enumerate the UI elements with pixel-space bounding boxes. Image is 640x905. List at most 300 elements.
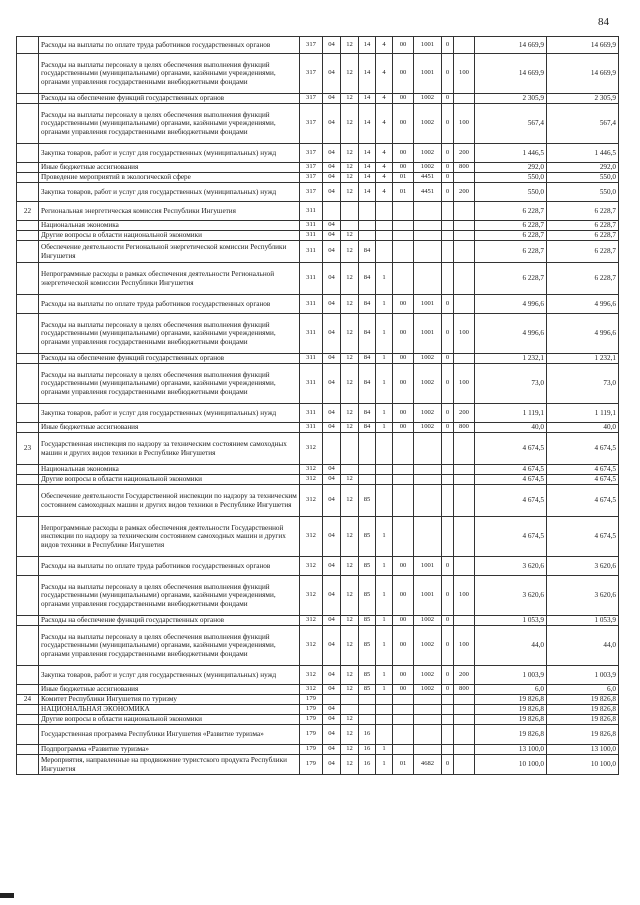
admin-code: 311: [300, 263, 323, 295]
subprogram-code: 1: [376, 685, 393, 695]
expense-type-code: [454, 725, 475, 745]
direction-code: [414, 433, 442, 465]
admin-code: 311: [300, 241, 323, 263]
program-code: 85: [359, 557, 376, 576]
amount-1: 4 674,5: [475, 485, 547, 517]
row-number: [17, 37, 39, 54]
row-number: [17, 465, 39, 475]
event-code: [393, 705, 414, 715]
extra-code: 0: [442, 354, 454, 364]
section-code: 04: [323, 173, 341, 183]
amount-2: 14 669,9: [547, 37, 619, 54]
expense-type-code: 800: [454, 685, 475, 695]
subprogram-code: [376, 695, 393, 705]
amount-1: 44,0: [475, 626, 547, 666]
amount-1: 6 228,7: [475, 263, 547, 295]
direction-code: 1002: [414, 163, 442, 173]
subprogram-code: 1: [376, 755, 393, 775]
direction-code: 1001: [414, 314, 442, 354]
table-row: [17, 725, 619, 745]
subprogram-code: 1: [376, 404, 393, 423]
event-code: 00: [393, 295, 414, 314]
direction-code: 1001: [414, 576, 442, 616]
row-number: [17, 576, 39, 616]
row-number: [17, 241, 39, 263]
row-name: Расходы на обеспечение функций государственных органов: [39, 354, 300, 364]
subsection-code: 12: [341, 144, 359, 163]
subprogram-code: 4: [376, 37, 393, 54]
extra-code: 0: [442, 423, 454, 433]
subsection-code: 12: [341, 295, 359, 314]
amount-2: 550,0: [547, 173, 619, 183]
extra-code: [442, 705, 454, 715]
admin-code: 317: [300, 37, 323, 54]
event-code: 00: [393, 364, 414, 404]
program-code: 84: [359, 354, 376, 364]
program-code: 16: [359, 755, 376, 775]
section-code: 04: [323, 715, 341, 725]
section-code: 04: [323, 37, 341, 54]
row-name: Расходы на выплаты персоналу в целях обеспечения выполнения функций государственными (муниципальными) органами, казёнными учреждениями, органами управления государственными внебюджетными фондами: [39, 314, 300, 354]
table-row: [17, 666, 619, 685]
table-row: [17, 433, 619, 465]
section-code: 04: [323, 144, 341, 163]
event-code: [393, 715, 414, 725]
section-code: 04: [323, 475, 341, 485]
amount-1: 6 228,7: [475, 221, 547, 231]
expense-type-code: [454, 755, 475, 775]
direction-code: [414, 517, 442, 557]
extra-code: [442, 517, 454, 557]
amount-1: 292,0: [475, 163, 547, 173]
subsection-code: 12: [341, 173, 359, 183]
direction-code: [414, 715, 442, 725]
row-name: Закупка товаров, работ и услуг для государственных (муниципальных) нужд: [39, 144, 300, 163]
expense-type-code: [454, 705, 475, 715]
amount-2: 3 620,6: [547, 576, 619, 616]
subprogram-code: [376, 475, 393, 485]
amount-1: 19 826,8: [475, 725, 547, 745]
table-row: [17, 263, 619, 295]
event-code: 01: [393, 183, 414, 202]
admin-code: 317: [300, 94, 323, 104]
amount-2: 2 305,9: [547, 94, 619, 104]
amount-2: 4 674,5: [547, 433, 619, 465]
row-name: Государственная программа Республики Ингушетия «Развитие туризма»: [39, 725, 300, 745]
expense-type-code: 800: [454, 423, 475, 433]
expense-type-code: 800: [454, 163, 475, 173]
direction-code: 1002: [414, 616, 442, 626]
direction-code: [414, 485, 442, 517]
section-code: 04: [323, 666, 341, 685]
admin-code: 311: [300, 231, 323, 241]
row-name: Иные бюджетные ассигнования: [39, 163, 300, 173]
section-code: 04: [323, 221, 341, 231]
event-code: 00: [393, 423, 414, 433]
expense-type-code: [454, 695, 475, 705]
extra-code: [442, 241, 454, 263]
subsection-code: 12: [341, 557, 359, 576]
program-code: 14: [359, 54, 376, 94]
subprogram-code: [376, 221, 393, 231]
admin-code: 317: [300, 173, 323, 183]
amount-2: 44,0: [547, 626, 619, 666]
table-row: [17, 163, 619, 173]
section-code: 04: [323, 423, 341, 433]
row-number: [17, 666, 39, 685]
program-code: 14: [359, 183, 376, 202]
event-code: [393, 475, 414, 485]
subsection-code: 12: [341, 231, 359, 241]
amount-1: 1 003,9: [475, 666, 547, 685]
expense-type-code: [454, 715, 475, 725]
admin-code: 179: [300, 705, 323, 715]
subprogram-code: 4: [376, 173, 393, 183]
direction-code: 1002: [414, 404, 442, 423]
subsection-code: 12: [341, 616, 359, 626]
table-row: [17, 576, 619, 616]
row-number: [17, 54, 39, 94]
direction-code: [414, 202, 442, 221]
table-row: [17, 685, 619, 695]
amount-2: 19 826,8: [547, 695, 619, 705]
admin-code: 179: [300, 715, 323, 725]
amount-1: 6 228,7: [475, 241, 547, 263]
amount-1: 14 669,9: [475, 37, 547, 54]
extra-code: 0: [442, 104, 454, 144]
amount-2: 6 228,7: [547, 221, 619, 231]
extra-code: [442, 715, 454, 725]
section-code: 04: [323, 354, 341, 364]
event-code: [393, 202, 414, 221]
subsection-code: 12: [341, 241, 359, 263]
program-code: 14: [359, 173, 376, 183]
amount-2: 4 996,6: [547, 314, 619, 354]
event-code: 00: [393, 54, 414, 94]
row-number: [17, 144, 39, 163]
subprogram-code: [376, 485, 393, 517]
row-name: Закупка товаров, работ и услуг для государственных (муниципальных) нужд: [39, 183, 300, 202]
direction-code: [414, 465, 442, 475]
event-code: 00: [393, 104, 414, 144]
direction-code: 1002: [414, 354, 442, 364]
amount-1: 1 053,9: [475, 616, 547, 626]
direction-code: 1002: [414, 94, 442, 104]
subsection-code: 12: [341, 183, 359, 202]
row-name: Расходы на выплаты персоналу в целях обеспечения выполнения функций государственными (муниципальными) органами, казёнными учреждениями, органами управления государственными внебюджетными фондами: [39, 104, 300, 144]
section-code: 04: [323, 725, 341, 745]
row-number: [17, 183, 39, 202]
table-row: [17, 626, 619, 666]
table-row: [17, 241, 619, 263]
event-code: 00: [393, 576, 414, 616]
amount-1: 4 674,5: [475, 517, 547, 557]
table-row: [17, 485, 619, 517]
amount-2: 6 228,7: [547, 202, 619, 221]
event-code: [393, 263, 414, 295]
amount-2: 6 228,7: [547, 231, 619, 241]
section-code: 04: [323, 745, 341, 755]
subprogram-code: 1: [376, 354, 393, 364]
event-code: [393, 221, 414, 231]
table-row: [17, 364, 619, 404]
amount-1: 1 232,1: [475, 354, 547, 364]
row-name: Обеспечение деятельности Региональной энергетической комиссии Республики Ингушетия: [39, 241, 300, 263]
row-number: [17, 94, 39, 104]
program-code: 85: [359, 616, 376, 626]
row-name: Расходы на обеспечение функций государственных органов: [39, 616, 300, 626]
section-code: 04: [323, 104, 341, 144]
subprogram-code: 1: [376, 745, 393, 755]
subprogram-code: 1: [376, 576, 393, 616]
amount-2: 567,4: [547, 104, 619, 144]
amount-1: 10 100,0: [475, 755, 547, 775]
expense-type-code: [454, 475, 475, 485]
admin-code: 317: [300, 54, 323, 94]
section-code: 04: [323, 465, 341, 475]
table-row: [17, 423, 619, 433]
direction-code: 1002: [414, 144, 442, 163]
table-row: [17, 314, 619, 354]
direction-code: 1001: [414, 37, 442, 54]
row-number: [17, 364, 39, 404]
event-code: 00: [393, 37, 414, 54]
subprogram-code: 1: [376, 314, 393, 354]
row-number: [17, 221, 39, 231]
row-number: [17, 314, 39, 354]
extra-code: 0: [442, 295, 454, 314]
amount-1: 4 674,5: [475, 475, 547, 485]
section-code: [323, 695, 341, 705]
extra-code: [442, 485, 454, 517]
row-name: Национальная экономика: [39, 221, 300, 231]
row-name: Мероприятия, направленные на продвижение туристского продукта Республики Ингушетия: [39, 755, 300, 775]
subsection-code: 12: [341, 666, 359, 685]
admin-code: 179: [300, 725, 323, 745]
subprogram-code: [376, 202, 393, 221]
row-name: Расходы на выплаты персоналу в целях обеспечения выполнения функций государственными (муниципальными) органами, казёнными учреждениями, органами управления государственными внебюджетными фондами: [39, 54, 300, 94]
amount-2: 73,0: [547, 364, 619, 404]
amount-2: 550,0: [547, 183, 619, 202]
amount-2: 6,0: [547, 685, 619, 695]
expense-type-code: [454, 745, 475, 755]
event-code: 00: [393, 557, 414, 576]
amount-1: 6,0: [475, 685, 547, 695]
admin-code: 317: [300, 163, 323, 173]
section-code: 04: [323, 364, 341, 404]
admin-code: 312: [300, 557, 323, 576]
table-row: [17, 695, 619, 705]
direction-code: [414, 745, 442, 755]
section-code: 04: [323, 626, 341, 666]
subsection-code: 12: [341, 94, 359, 104]
amount-1: 3 620,6: [475, 557, 547, 576]
direction-code: 1002: [414, 666, 442, 685]
expense-type-code: [454, 231, 475, 241]
direction-code: 4451: [414, 173, 442, 183]
row-name: Другие вопросы в области национальной экономики: [39, 231, 300, 241]
extra-code: 0: [442, 404, 454, 423]
admin-code: 312: [300, 465, 323, 475]
table-row: [17, 202, 619, 221]
expense-type-code: [454, 433, 475, 465]
program-code: 84: [359, 263, 376, 295]
extra-code: 0: [442, 314, 454, 354]
program-code: 14: [359, 144, 376, 163]
section-code: 04: [323, 231, 341, 241]
event-code: 00: [393, 94, 414, 104]
table-row: [17, 221, 619, 231]
amount-1: 567,4: [475, 104, 547, 144]
subsection-code: 12: [341, 423, 359, 433]
program-code: 85: [359, 485, 376, 517]
table-row: [17, 715, 619, 725]
program-code: 85: [359, 626, 376, 666]
table-row: [17, 54, 619, 94]
expense-type-code: 100: [454, 314, 475, 354]
subsection-code: 12: [341, 37, 359, 54]
amount-2: 13 100,0: [547, 745, 619, 755]
row-number: [17, 685, 39, 695]
extra-code: [442, 263, 454, 295]
expense-type-code: [454, 465, 475, 475]
event-code: [393, 485, 414, 517]
subprogram-code: 4: [376, 163, 393, 173]
expense-type-code: 200: [454, 144, 475, 163]
extra-code: 0: [442, 54, 454, 94]
event-code: 00: [393, 404, 414, 423]
event-code: 00: [393, 616, 414, 626]
event-code: 00: [393, 626, 414, 666]
subsection-code: 12: [341, 725, 359, 745]
program-code: [359, 695, 376, 705]
subsection-code: 12: [341, 404, 359, 423]
admin-code: 311: [300, 221, 323, 231]
extra-code: 0: [442, 616, 454, 626]
amount-2: 6 228,7: [547, 263, 619, 295]
table-row: [17, 94, 619, 104]
amount-1: 40,0: [475, 423, 547, 433]
row-name: Расходы на обеспечение функций государственных органов: [39, 94, 300, 104]
event-code: [393, 231, 414, 241]
subprogram-code: 4: [376, 94, 393, 104]
amount-2: 1 003,9: [547, 666, 619, 685]
row-name: Закупка товаров, работ и услуг для государственных (муниципальных) нужд: [39, 666, 300, 685]
section-code: 04: [323, 404, 341, 423]
program-code: 84: [359, 364, 376, 404]
row-name: Иные бюджетные ассигнования: [39, 423, 300, 433]
extra-code: 0: [442, 94, 454, 104]
table-row: [17, 517, 619, 557]
direction-code: [414, 695, 442, 705]
event-code: 00: [393, 144, 414, 163]
extra-code: [442, 465, 454, 475]
expense-type-code: 200: [454, 666, 475, 685]
event-code: [393, 745, 414, 755]
program-code: 84: [359, 295, 376, 314]
row-name: Непрограммные расходы в рамках обеспечения деятельности Региональной энергетической комиссии Республики Ингушетия: [39, 263, 300, 295]
row-number: [17, 616, 39, 626]
amount-2: 1 119,1: [547, 404, 619, 423]
event-code: 00: [393, 314, 414, 354]
extra-code: [442, 725, 454, 745]
subprogram-code: [376, 725, 393, 745]
row-number: [17, 423, 39, 433]
direction-code: [414, 725, 442, 745]
subsection-code: 12: [341, 163, 359, 173]
subprogram-code: 1: [376, 666, 393, 685]
budget-table: [16, 36, 619, 775]
admin-code: 312: [300, 685, 323, 695]
row-number: [17, 745, 39, 755]
subprogram-code: 1: [376, 616, 393, 626]
expense-type-code: [454, 517, 475, 557]
expense-type-code: [454, 354, 475, 364]
direction-code: [414, 263, 442, 295]
admin-code: 312: [300, 666, 323, 685]
subprogram-code: 4: [376, 54, 393, 94]
subsection-code: 12: [341, 576, 359, 616]
row-name: Закупка товаров, работ и услуг для государственных (муниципальных) нужд: [39, 404, 300, 423]
direction-code: 1001: [414, 557, 442, 576]
row-number: 23: [17, 433, 39, 465]
page-number: 84: [598, 16, 609, 28]
row-number: [17, 163, 39, 173]
direction-code: 1001: [414, 295, 442, 314]
subsection-code: [341, 705, 359, 715]
expense-type-code: [454, 241, 475, 263]
row-number: [17, 404, 39, 423]
row-number: [17, 295, 39, 314]
section-code: 04: [323, 94, 341, 104]
subsection-code: 12: [341, 715, 359, 725]
row-number: [17, 626, 39, 666]
section-code: 04: [323, 705, 341, 715]
direction-code: 4682: [414, 755, 442, 775]
admin-code: 311: [300, 295, 323, 314]
amount-2: 4 674,5: [547, 517, 619, 557]
direction-code: [414, 221, 442, 231]
admin-code: 179: [300, 755, 323, 775]
direction-code: 1002: [414, 104, 442, 144]
program-code: 84: [359, 423, 376, 433]
section-code: 04: [323, 485, 341, 517]
program-code: [359, 433, 376, 465]
extra-code: 0: [442, 557, 454, 576]
event-code: [393, 517, 414, 557]
expense-type-code: 100: [454, 104, 475, 144]
amount-2: 4 674,5: [547, 475, 619, 485]
row-number: [17, 755, 39, 775]
program-code: [359, 202, 376, 221]
admin-code: 311: [300, 404, 323, 423]
event-code: 01: [393, 755, 414, 775]
extra-code: 0: [442, 685, 454, 695]
extra-code: [442, 695, 454, 705]
table-row: [17, 616, 619, 626]
program-code: [359, 221, 376, 231]
row-number: [17, 475, 39, 485]
subprogram-code: [376, 715, 393, 725]
amount-2: 1 053,9: [547, 616, 619, 626]
expense-type-code: 200: [454, 404, 475, 423]
direction-code: [414, 241, 442, 263]
program-code: [359, 465, 376, 475]
amount-1: 550,0: [475, 173, 547, 183]
row-name: Обеспечение деятельности Государственной инспекции по надзору за техническим состоянием самоходных машин и других видов техники в Республике Ингушетия: [39, 485, 300, 517]
expense-type-code: [454, 557, 475, 576]
expense-type-code: [454, 202, 475, 221]
